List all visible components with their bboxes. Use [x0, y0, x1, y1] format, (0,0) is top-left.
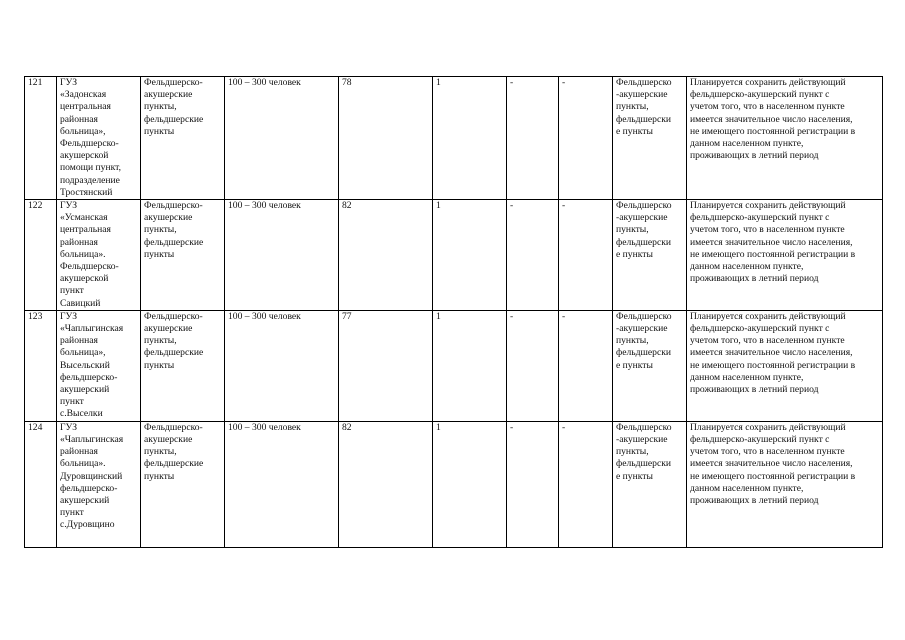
- institution-name: ГУЗ «Задонская центральная районная больница», Фельдшерско- акушерской помощи пункт, подразделение Тростянский: [57, 77, 141, 200]
- population-range: 100 – 300 человек: [225, 421, 339, 547]
- population-value: 77: [339, 310, 433, 421]
- dash-cell: -: [559, 310, 613, 421]
- note: Планируется сохранить действующий фельдшерско-акушерский пункт с учетом того, что в населенном пункте имеется значительное число населения, не имеющего постоянной регистрации в данном населенном пункте, проживающих в летний период: [687, 310, 883, 421]
- planned-facility-type: Фельдшерско -акушерские пункты, фельдшерски е пункты: [613, 200, 687, 311]
- population-range: 100 – 300 человек: [225, 310, 339, 421]
- institution-name: ГУЗ «Усманская центральная районная больница». Фельдшерско- акушерской пункт Савицкий: [57, 200, 141, 311]
- population-value: 78: [339, 77, 433, 200]
- dash-cell: -: [507, 421, 559, 547]
- row-number: 123: [25, 310, 57, 421]
- facility-count: 1: [433, 200, 507, 311]
- population-range: 100 – 300 человек: [225, 77, 339, 200]
- table-row: [25, 421, 883, 547]
- table-row: [25, 77, 883, 200]
- dash-cell: -: [559, 421, 613, 547]
- row-number: 122: [25, 200, 57, 311]
- note: Планируется сохранить действующий фельдшерско-акушерский пункт с учетом того, что в населенном пункте имеется значительное число населения, не имеющего постоянной регистрации в данном населенном пункте, проживающих в летний период: [687, 421, 883, 547]
- population-value: 82: [339, 421, 433, 547]
- facility-type: Фельдшерско- акушерские пункты, фельдшерские пункты: [141, 310, 225, 421]
- planned-facility-type: Фельдшерско -акушерские пункты, фельдшерски е пункты: [613, 77, 687, 200]
- table-row: [25, 200, 883, 311]
- row-number: 121: [25, 77, 57, 200]
- facility-count: 1: [433, 310, 507, 421]
- population-value: 82: [339, 200, 433, 311]
- planned-facility-type: Фельдшерско -акушерские пункты, фельдшерски е пункты: [613, 310, 687, 421]
- facility-type: Фельдшерско- акушерские пункты, фельдшерские пункты: [141, 77, 225, 200]
- table-row: [25, 310, 883, 421]
- dash-cell: -: [559, 200, 613, 311]
- note: Планируется сохранить действующий фельдшерско-акушерский пункт с учетом того, что в населенном пункте имеется значительное число населения, не имеющего постоянной регистрации в данном населенном пункте, проживающих в летний период: [687, 200, 883, 311]
- dash-cell: -: [507, 200, 559, 311]
- facility-type: Фельдшерско- акушерские пункты, фельдшерские пункты: [141, 421, 225, 547]
- institution-name: ГУЗ «Чаплыгинская районная больница». Дуровщинский фельдшерско- акушерский пункт с.Дуровщино: [57, 421, 141, 547]
- facility-count: 1: [433, 77, 507, 200]
- document-table: [24, 76, 883, 548]
- population-range: 100 – 300 человек: [225, 200, 339, 311]
- note: Планируется сохранить действующий фельдшерско-акушерский пункт с учетом того, что в населенном пункте имеется значительное число населения, не имеющего постоянной регистрации в данном населенном пункте, проживающих в летний период: [687, 77, 883, 200]
- institution-name: ГУЗ «Чаплыгинская районная больница», Высельский фельдшерско- акушерский пункт с.Выселки: [57, 310, 141, 421]
- facility-count: 1: [433, 421, 507, 547]
- planned-facility-type: Фельдшерско -акушерские пункты, фельдшерски е пункты: [613, 421, 687, 547]
- dash-cell: -: [507, 77, 559, 200]
- row-number: 124: [25, 421, 57, 547]
- dash-cell: -: [507, 310, 559, 421]
- facility-type: Фельдшерско- акушерские пункты, фельдшерские пункты: [141, 200, 225, 311]
- dash-cell: -: [559, 77, 613, 200]
